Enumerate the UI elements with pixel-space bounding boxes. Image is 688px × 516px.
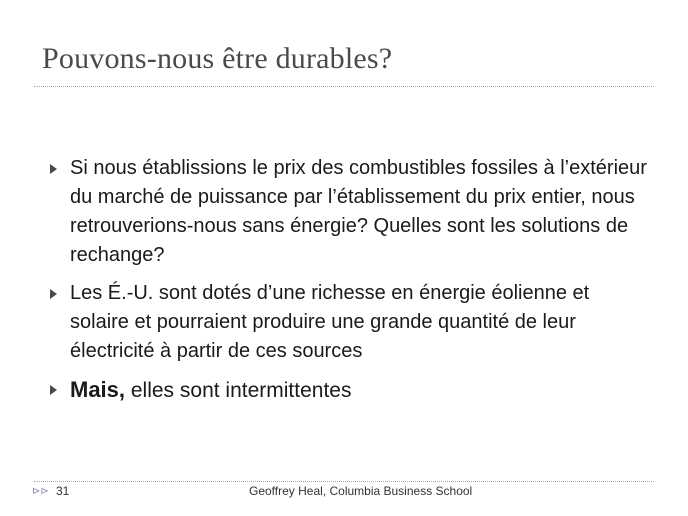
- slide-title: Pouvons-nous être durables?: [42, 42, 393, 75]
- bullet-item-3: [48, 375, 648, 405]
- page-number: 31: [56, 484, 70, 498]
- footer-credit: Geoffrey Heal, Columbia Business School: [249, 484, 473, 498]
- footer-divider: [34, 481, 654, 482]
- bullet-text: Les É.-U. sont dotés d’une richesse en énergie éolienne et solaire et pourraient produire une grande quantité de leur électricité à partir de ces sources: [70, 282, 590, 362]
- title-divider: [34, 86, 654, 87]
- footer-marker-icon: ⊳⊳: [32, 486, 49, 497]
- bullet-item-1: [48, 154, 648, 270]
- bullet-bold-text: Mais,: [70, 377, 126, 402]
- triangle-bullet-icon: [50, 289, 57, 299]
- bullet-list: [48, 154, 648, 414]
- bullet-text: elles sont intermittentes: [125, 379, 352, 402]
- bullet-item-2: [48, 279, 648, 366]
- triangle-bullet-icon: [50, 164, 57, 174]
- bullet-text: Si nous établissions le prix des combustibles fossiles à l’extérieur du marché de puissance par l’établissement du prix entier, nous retrouverions-nous sans énergie? Quelles sont les solutions de rechange?: [70, 157, 647, 266]
- triangle-bullet-icon: [50, 385, 57, 395]
